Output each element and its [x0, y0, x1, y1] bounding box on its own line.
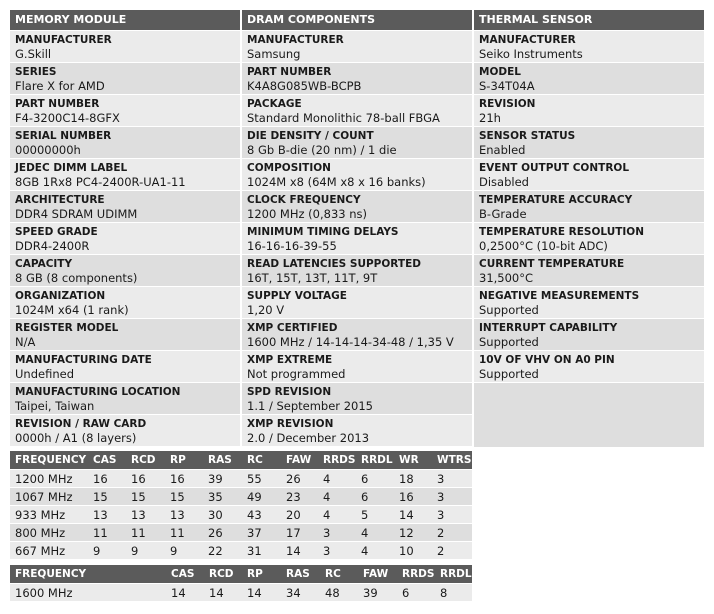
thermal-sensor-field	[474, 126, 704, 158]
jedec-cell: 5	[356, 506, 394, 524]
xmp-column-header: RRDS	[397, 565, 435, 584]
jedec-cell: 23	[281, 488, 318, 506]
field-label: ORGANIZATION	[15, 290, 106, 302]
field-value: F4-3200C14-8GFX	[15, 111, 120, 125]
dram-components-field	[242, 350, 472, 382]
xmp-column-header: RCD	[204, 565, 242, 584]
field-value: S-34T04A	[479, 79, 535, 93]
field-value: Samsung	[247, 47, 301, 61]
memory-module-field	[10, 30, 240, 62]
jedec-cell: 11	[165, 524, 203, 542]
jedec-row	[10, 470, 472, 488]
thermal-sensor-field	[474, 286, 704, 318]
field-value: Taipei, Taiwan	[15, 399, 95, 413]
xmp-cell: 34	[281, 584, 320, 602]
field-value: 8 Gb B-die (20 nm) / 1 die	[247, 143, 397, 157]
jedec-cell: 6	[356, 488, 394, 506]
thermal-sensor-header: THERMAL SENSOR	[474, 10, 704, 30]
dram-components-field	[242, 254, 472, 286]
xmp-cell: 39	[358, 584, 397, 602]
jedec-row	[10, 506, 472, 524]
jedec-cell: 4	[356, 542, 394, 560]
dram-components-field	[242, 126, 472, 158]
jedec-column-header: FREQUENCY	[10, 451, 88, 470]
field-label: MODEL	[479, 66, 521, 78]
jedec-cell: 10	[394, 542, 432, 560]
jedec-cell: 43	[242, 506, 281, 524]
jedec-cell: 17	[281, 524, 318, 542]
field-value: DDR4-2400R	[15, 239, 90, 253]
field-label: XMP REVISION	[247, 418, 334, 430]
field-label: ARCHITECTURE	[15, 194, 105, 206]
jedec-cell: 55	[242, 470, 281, 488]
field-label: MANUFACTURER	[15, 34, 112, 46]
jedec-cell: 2	[432, 542, 472, 560]
jedec-cell: 3	[432, 470, 472, 488]
thermal-sensor-field	[474, 94, 704, 126]
jedec-cell: 2	[432, 524, 472, 542]
xmp-column-header: CAS	[166, 565, 204, 584]
jedec-cell: 11	[88, 524, 126, 542]
field-label: NEGATIVE MEASUREMENTS	[479, 290, 640, 302]
xmp-header-row	[10, 565, 472, 584]
field-label: XMP CERTIFIED	[247, 322, 338, 334]
jedec-column-header: WR	[394, 451, 432, 470]
field-value: Supported	[479, 367, 539, 381]
jedec-cell: 9	[165, 542, 203, 560]
memory-module-field	[10, 190, 240, 222]
thermal-sensor-field	[474, 254, 704, 286]
field-value: 2.0 / December 2013	[247, 431, 370, 445]
memory-module-field	[10, 414, 240, 446]
jedec-column-header: RCD	[126, 451, 165, 470]
xmp-column-header: RAS	[281, 565, 320, 584]
jedec-cell: 667 MHz	[10, 542, 88, 560]
jedec-cell: 4	[318, 470, 356, 488]
field-value: 31,500°C	[479, 271, 534, 285]
jedec-row	[10, 524, 472, 542]
jedec-cell: 22	[203, 542, 242, 560]
field-label: EVENT OUTPUT CONTROL	[479, 162, 630, 174]
field-value: N/A	[15, 335, 36, 349]
field-value: 1600 MHz / 14-14-14-34-48 / 1,35 V	[247, 335, 454, 349]
field-value: K4A8G085WB-BCPB	[247, 79, 362, 93]
jedec-column-header: CAS	[88, 451, 126, 470]
memory-module-field	[10, 286, 240, 318]
xmp-cell: 14	[204, 584, 242, 602]
jedec-cell: 30	[203, 506, 242, 524]
field-label: COMPOSITION	[247, 162, 331, 174]
jedec-cell: 4	[318, 488, 356, 506]
field-label: JEDEC DIMM LABEL	[15, 162, 128, 174]
dram-components-field	[242, 414, 472, 446]
jedec-cell: 15	[126, 488, 165, 506]
xmp-column-header: RC	[320, 565, 358, 584]
field-value: 16-16-16-39-55	[247, 239, 337, 253]
xmp-cell: 1600 MHz	[10, 584, 166, 602]
dram-components-header: DRAM COMPONENTS	[242, 10, 472, 30]
jedec-cell: 933 MHz	[10, 506, 88, 524]
field-label: PART NUMBER	[247, 66, 332, 78]
jedec-cell: 11	[126, 524, 165, 542]
dram-components-field	[242, 318, 472, 350]
field-label: MINIMUM TIMING DELAYS	[247, 226, 399, 238]
field-value: Not programmed	[247, 367, 346, 381]
jedec-cell: 3	[318, 542, 356, 560]
xmp-cell: 48	[320, 584, 358, 602]
jedec-cell: 39	[203, 470, 242, 488]
field-label: SERIES	[15, 66, 57, 78]
field-label: SPEED GRADE	[15, 226, 98, 238]
jedec-cell: 13	[126, 506, 165, 524]
xmp-cell: 14	[242, 584, 281, 602]
jedec-cell: 35	[203, 488, 242, 506]
jedec-cell: 31	[242, 542, 281, 560]
dram-components-field	[242, 222, 472, 254]
jedec-cell: 14	[281, 542, 318, 560]
jedec-timings-table	[10, 451, 472, 559]
jedec-column-header: RAS	[203, 451, 242, 470]
field-value: 0,2500°C (10-bit ADC)	[479, 239, 608, 253]
memory-module-header: MEMORY MODULE	[10, 10, 240, 30]
dram-components-field	[242, 190, 472, 222]
jedec-cell: 4	[318, 506, 356, 524]
memory-module-field	[10, 126, 240, 158]
jedec-cell: 1067 MHz	[10, 488, 88, 506]
field-value: 1024M x64 (1 rank)	[15, 303, 129, 317]
jedec-header-row	[10, 451, 472, 470]
thermal-sensor-field	[474, 350, 704, 382]
field-label: MANUFACTURER	[247, 34, 344, 46]
jedec-cell: 16	[165, 470, 203, 488]
field-label: TEMPERATURE ACCURACY	[479, 194, 633, 206]
field-value: Flare X for AMD	[15, 79, 105, 93]
field-value: 16T, 15T, 13T, 11T, 9T	[247, 271, 378, 285]
field-value: B-Grade	[479, 207, 527, 221]
memory-module-field	[10, 254, 240, 286]
field-value: Seiko Instruments	[479, 47, 583, 61]
jedec-cell: 1200 MHz	[10, 470, 88, 488]
xmp-cell: 6	[397, 584, 435, 602]
jedec-cell: 20	[281, 506, 318, 524]
field-value: G.Skill	[15, 47, 52, 61]
jedec-row	[10, 488, 472, 506]
field-label: CAPACITY	[15, 258, 73, 270]
jedec-cell: 49	[242, 488, 281, 506]
thermal-sensor-field	[474, 30, 704, 62]
memory-module-column	[10, 10, 240, 446]
field-value: 0000h / A1 (8 layers)	[15, 431, 137, 445]
xmp-row	[10, 584, 472, 602]
jedec-cell: 14	[394, 506, 432, 524]
field-label: SUPPLY VOLTAGE	[247, 290, 347, 302]
field-value: Standard Monolithic 78-ball FBGA	[247, 111, 440, 125]
field-label: PART NUMBER	[15, 98, 100, 110]
jedec-cell: 4	[356, 524, 394, 542]
thermal-sensor-field	[474, 158, 704, 190]
thermal-sensor-empty-area	[474, 382, 704, 447]
dram-components-field	[242, 158, 472, 190]
dram-components-column	[242, 10, 472, 446]
jedec-row	[10, 542, 472, 560]
jedec-cell: 3	[318, 524, 356, 542]
memory-module-field	[10, 158, 240, 190]
field-label: MANUFACTURING DATE	[15, 354, 152, 366]
xmp-timings-table	[10, 565, 472, 601]
field-label: PACKAGE	[247, 98, 302, 110]
field-value: 21h	[479, 111, 501, 125]
jedec-cell: 15	[165, 488, 203, 506]
thermal-sensor-field	[474, 190, 704, 222]
field-label: TEMPERATURE RESOLUTION	[479, 226, 645, 238]
jedec-cell: 9	[126, 542, 165, 560]
field-value: 1024M x8 (64M x8 x 16 banks)	[247, 175, 426, 189]
jedec-cell: 800 MHz	[10, 524, 88, 542]
jedec-cell: 12	[394, 524, 432, 542]
memory-module-field	[10, 350, 240, 382]
xmp-column-header: RRDL	[435, 565, 472, 584]
thermal-sensor-field	[474, 62, 704, 94]
field-value: 1200 MHz (0,833 ns)	[247, 207, 368, 221]
field-value: 00000000h	[15, 143, 81, 157]
jedec-cell: 13	[165, 506, 203, 524]
jedec-column-header: RP	[165, 451, 203, 470]
field-label: SERIAL NUMBER	[15, 130, 112, 142]
memory-module-field	[10, 222, 240, 254]
dram-components-field	[242, 62, 472, 94]
jedec-cell: 6	[356, 470, 394, 488]
memory-module-field	[10, 382, 240, 414]
field-label: 10V OF VHV ON A0 PIN	[479, 354, 615, 366]
jedec-column-header: WTRS	[432, 451, 472, 470]
field-label: REGISTER MODEL	[15, 322, 119, 334]
jedec-cell: 16	[394, 488, 432, 506]
jedec-column-header: RRDL	[356, 451, 394, 470]
jedec-cell: 26	[203, 524, 242, 542]
xmp-column-header: FREQUENCY	[10, 565, 166, 584]
thermal-sensor-column	[474, 10, 704, 447]
field-label: DIE DENSITY / COUNT	[247, 130, 374, 142]
jedec-column-header: RRDS	[318, 451, 356, 470]
field-value: Supported	[479, 303, 539, 317]
dram-components-field	[242, 94, 472, 126]
field-value: Supported	[479, 335, 539, 349]
field-label: CURRENT TEMPERATURE	[479, 258, 625, 270]
dram-components-field	[242, 382, 472, 414]
field-value: 8GB 1Rx8 PC4-2400R-UA1-11	[15, 175, 186, 189]
field-value: Enabled	[479, 143, 526, 157]
field-label: SENSOR STATUS	[479, 130, 576, 142]
memory-module-field	[10, 94, 240, 126]
field-label: SPD REVISION	[247, 386, 332, 398]
field-label: READ LATENCIES SUPPORTED	[247, 258, 421, 270]
jedec-cell: 37	[242, 524, 281, 542]
field-label: CLOCK FREQUENCY	[247, 194, 361, 206]
field-value: 1,20 V	[247, 303, 285, 317]
field-value: Disabled	[479, 175, 529, 189]
xmp-column-header: FAW	[358, 565, 397, 584]
jedec-cell: 3	[432, 506, 472, 524]
xmp-cell: 8	[435, 584, 472, 602]
field-label: MANUFACTURER	[479, 34, 576, 46]
jedec-column-header: RC	[242, 451, 281, 470]
jedec-cell: 3	[432, 488, 472, 506]
field-label: REVISION / RAW CARD	[15, 418, 147, 430]
memory-module-field	[10, 318, 240, 350]
jedec-cell: 26	[281, 470, 318, 488]
jedec-column-header: FAW	[281, 451, 318, 470]
memory-module-field	[10, 62, 240, 94]
field-value: 1.1 / September 2015	[247, 399, 373, 413]
dram-components-field	[242, 286, 472, 318]
field-label: MANUFACTURING LOCATION	[15, 386, 181, 398]
jedec-cell: 16	[88, 470, 126, 488]
jedec-cell: 15	[88, 488, 126, 506]
dram-components-field	[242, 30, 472, 62]
xmp-cell: 14	[166, 584, 204, 602]
field-value: DDR4 SDRAM UDIMM	[15, 207, 138, 221]
jedec-cell: 13	[88, 506, 126, 524]
field-label: XMP EXTREME	[247, 354, 333, 366]
thermal-sensor-field	[474, 318, 704, 350]
field-value: 8 GB (8 components)	[15, 271, 138, 285]
field-value: Undefined	[15, 367, 74, 381]
jedec-cell: 18	[394, 470, 432, 488]
jedec-cell: 9	[88, 542, 126, 560]
field-label: REVISION	[479, 98, 536, 110]
xmp-column-header: RP	[242, 565, 281, 584]
jedec-cell: 16	[126, 470, 165, 488]
thermal-sensor-field	[474, 222, 704, 254]
field-label: INTERRUPT CAPABILITY	[479, 322, 618, 334]
